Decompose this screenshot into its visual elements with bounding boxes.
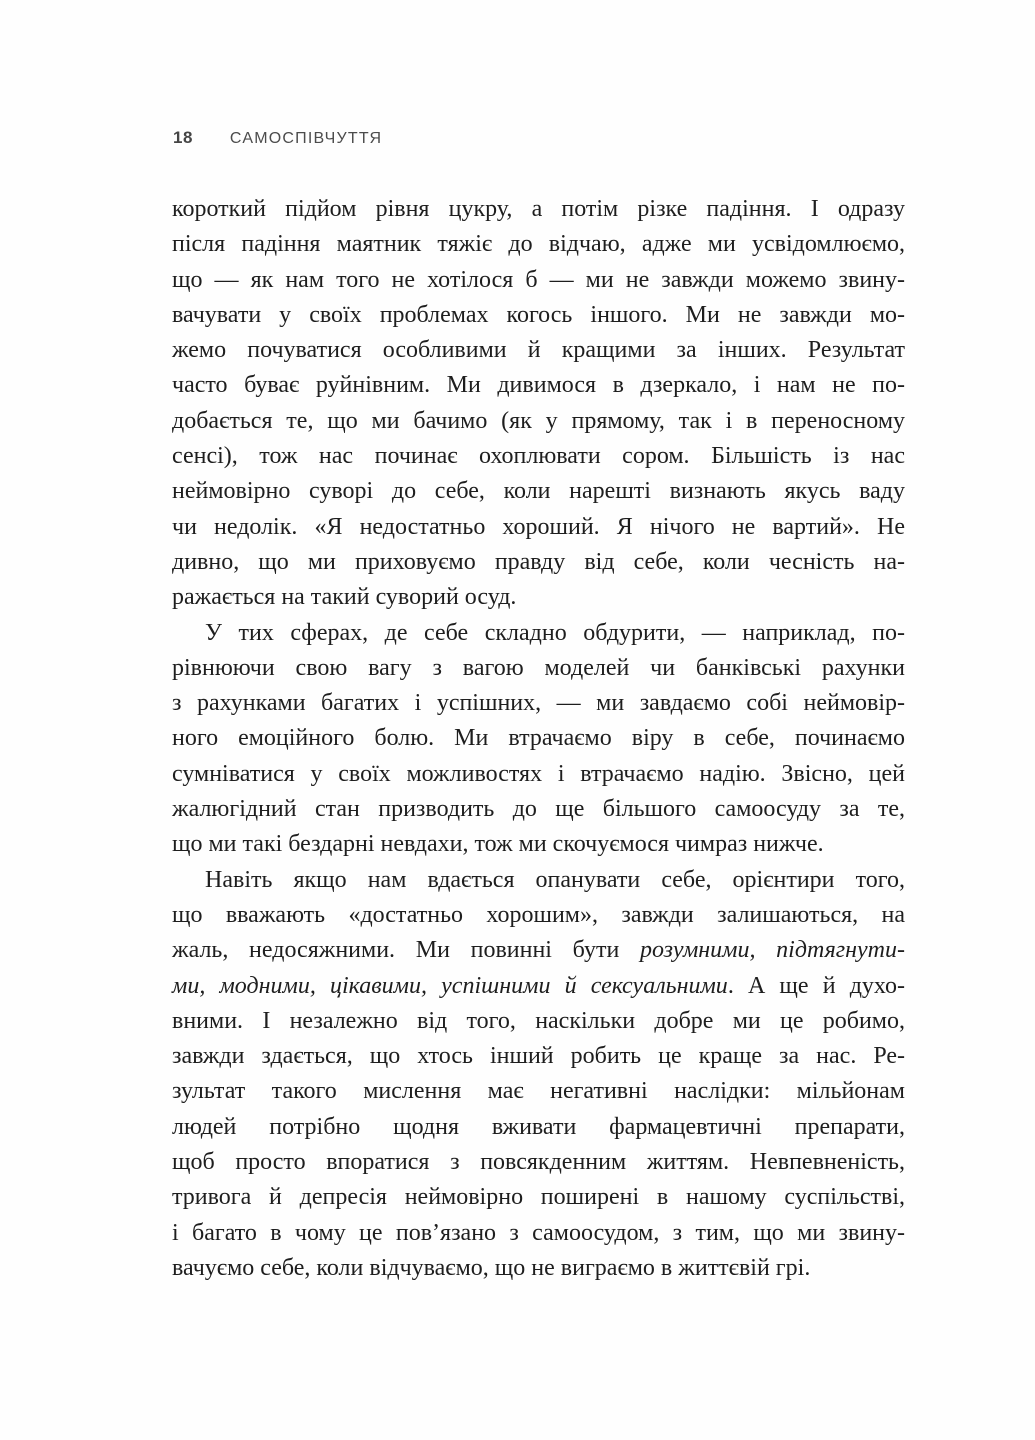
text-line xyxy=(172,969,905,1004)
text-line xyxy=(172,227,905,262)
body-text xyxy=(172,192,905,1286)
text-segment: неймовірно суворі до себе, коли нарешті визнають якусь ваду xyxy=(172,478,905,505)
text-segment: Навіть якщо нам вдається опанувати себе, орієнтири того, xyxy=(205,866,905,893)
text-segment: чи недолік. «Я недостатньо хороший. Я нічого не вартий». Не xyxy=(172,513,905,540)
text-line xyxy=(172,616,905,651)
text-line xyxy=(172,1145,905,1180)
text-segment: рівнюючи свою вагу з вагою моделей чи банківські рахунки xyxy=(172,654,905,681)
text-segment: зультат такого мислення має негативні наслідки: мільйонам xyxy=(172,1078,905,1105)
text-segment: У тих сферах, де себе складно обдурити, — наприклад, по- xyxy=(205,619,905,646)
text-segment: сенсі), тож нас починає охоплювати сором. Більшість із нас xyxy=(172,443,905,470)
text-line xyxy=(172,298,905,333)
text-segment: короткий підйом рівня цукру, а потім різке падіння. І одразу xyxy=(172,196,905,222)
text-segment: після падіння маятник тяжіє до відчаю, адже ми усвідомлюємо, xyxy=(172,231,905,258)
running-head xyxy=(173,128,382,148)
text-line xyxy=(172,1110,905,1145)
text-segment: жемо почуватися особливими й кращими за інших. Результат xyxy=(172,337,905,364)
text-segment: добається те, що ми бачимо (як у прямому, так і в переносному xyxy=(172,407,905,434)
text-segment: дивно, що ми приховуємо правду від себе, коли чесність на- xyxy=(172,548,905,575)
text-segment: . А ще й духо- xyxy=(727,972,905,999)
text-line xyxy=(172,933,905,968)
text-segment: часто буває руйнівним. Ми дивимося в дзеркало, і нам не по- xyxy=(172,372,905,399)
text-line xyxy=(172,863,905,898)
text-line xyxy=(172,1004,905,1039)
text-line xyxy=(172,827,905,862)
text-segment: що ми такі бездарні невдахи, тож ми скочуємося чимраз нижче. xyxy=(172,831,824,858)
italic-text-segment: розумними, підтягнути- xyxy=(640,937,906,964)
text-segment: і багато в чому це пов’язано з самоосудом, з тим, що ми звину- xyxy=(172,1219,905,1246)
text-segment: вачуємо себе, коли відчуваємо, що не виграємо в життєвій грі. xyxy=(172,1254,811,1281)
text-line xyxy=(172,545,905,580)
text-segment: що — як нам того не хотілося б — ми не завжди можемо звину- xyxy=(172,266,905,293)
text-line xyxy=(172,192,905,227)
page-number: 18 xyxy=(173,128,193,147)
italic-text-segment: ми, модними, цікавими, успішними й сексуальними xyxy=(172,972,728,999)
text-segment: щоб просто впоратися з повсякденним життям. Невпевненість, xyxy=(172,1149,905,1176)
text-segment: сумніватися у своїх можливостях і втрачаємо надію. Звісно, цей xyxy=(172,760,905,787)
text-segment: вними. І незалежно від того, наскільки добре ми це робимо, xyxy=(172,1007,905,1034)
text-line xyxy=(172,898,905,933)
text-line xyxy=(172,1180,905,1215)
text-segment: що вважають «достатньо хорошим», завжди залишаються, на xyxy=(172,901,905,928)
text-line xyxy=(172,404,905,439)
running-title: САМОСПІВЧУТТЯ xyxy=(229,130,383,147)
text-line xyxy=(172,368,905,403)
text-line xyxy=(172,757,905,792)
text-segment: з рахунками багатих і успішних, — ми завдаємо собі неймовір- xyxy=(172,690,905,717)
text-line xyxy=(172,1251,905,1286)
text-segment: ражається на такий суворий осуд. xyxy=(172,584,517,611)
text-line xyxy=(172,510,905,545)
text-line xyxy=(172,651,905,686)
text-line xyxy=(172,1216,905,1251)
text-line xyxy=(172,439,905,474)
text-segment: тривога й депресія неймовірно поширені в нашому суспільстві, xyxy=(172,1184,905,1211)
text-line xyxy=(172,686,905,721)
text-line xyxy=(172,474,905,509)
text-segment: людей потрібно щодня вживати фармацевтичні препарати, xyxy=(172,1113,905,1140)
text-line xyxy=(172,1074,905,1109)
text-line xyxy=(172,1039,905,1074)
text-line xyxy=(172,721,905,756)
text-segment: ного емоційного болю. Ми втрачаємо віру в себе, починаємо xyxy=(172,725,905,752)
text-line xyxy=(172,580,905,615)
text-segment: вачувати у своїх проблемах когось іншого. Ми не завжди мо- xyxy=(172,301,905,328)
text-segment: жалюгідний стан призводить до ще більшого самоосуду за те, xyxy=(172,796,905,823)
text-segment: завжди здається, що хтось інший робить це краще за нас. Ре- xyxy=(172,1043,905,1070)
text-line xyxy=(172,333,905,368)
text-segment: жаль, недосяжними. Ми повинні бути xyxy=(172,937,640,964)
text-line xyxy=(172,792,905,827)
text-line xyxy=(172,263,905,298)
